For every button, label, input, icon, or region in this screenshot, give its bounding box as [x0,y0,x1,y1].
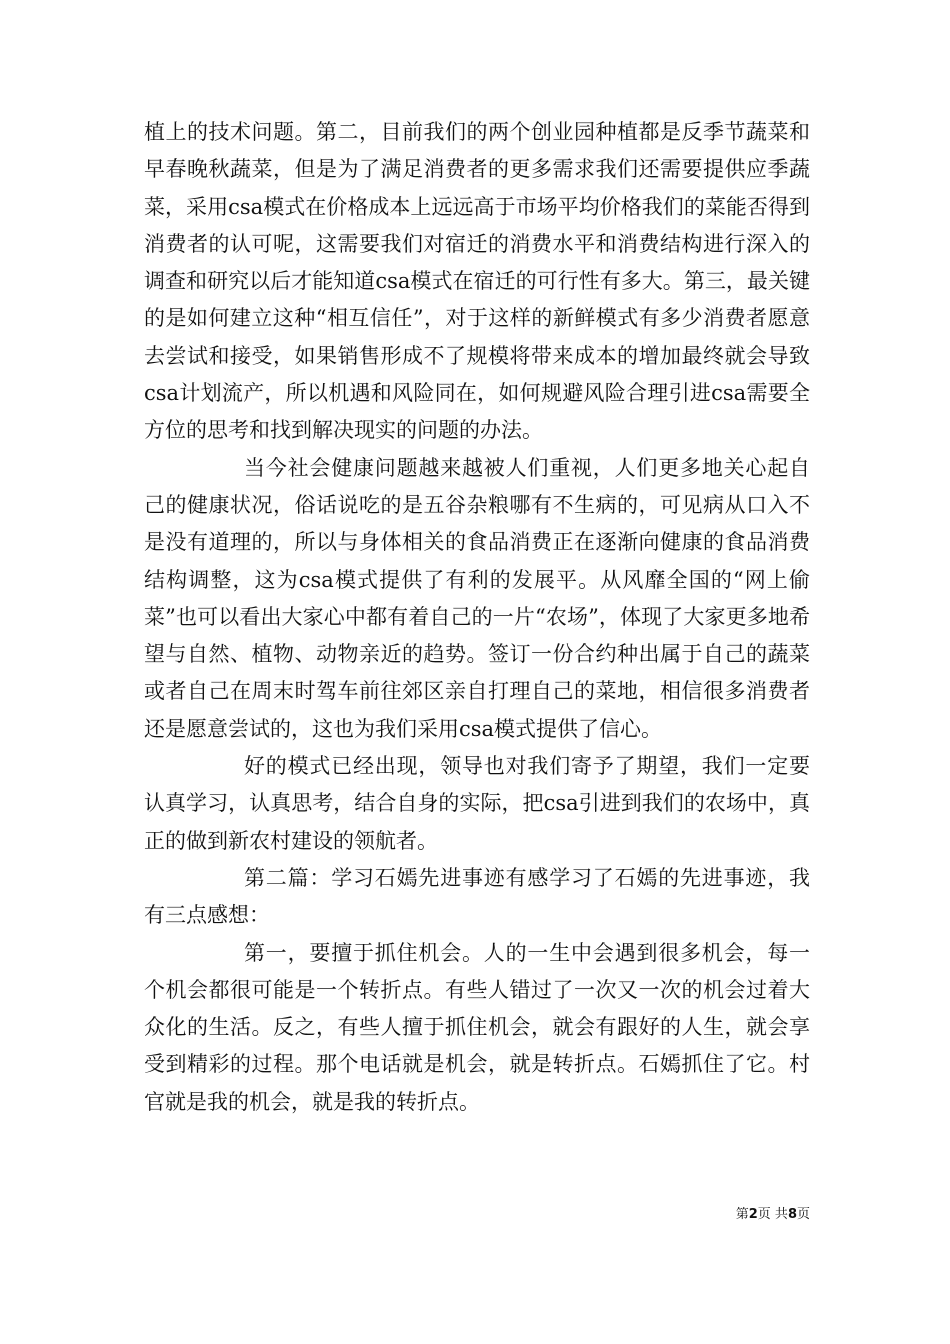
paragraph-4: 第二篇：学习石嫣先进事迹有感学习了石嫣的先进事迹，我有三点感想： [144,865,810,928]
paragraph-3: 好的模式已经出现，领导也对我们寄予了期望，我们一定要认真学习，认真思考，结合自身的实际，把csa引进到我们的农场中，真正的做到新农村建设的领航者。 [144,754,810,853]
document-body [144,114,810,1121]
paragraph-5: 第一，要擅于抓住机会。人的一生中会遇到很多机会，每一个机会都很可能是一个转折点。有些人错过了一次又一次的机会过着大众化的生活。反之，有些人擅于抓住机会，就会有跟好的人生，就会享受到精彩的过程。那个电话就是机会，就是转折点。石嫣抓住了它。村官就是我的机会，就是我的转折点。 [144,940,810,1114]
footer-middle: 页 共 [757,1207,788,1222]
footer-suffix: 页 [796,1207,810,1222]
page-footer [700,1203,810,1222]
footer-current-page: 2 [748,1207,758,1222]
paragraph-2: 当今社会健康问题越来越被人们重视，人们更多地关心起自己的健康状况，俗话说吃的是五谷杂粮哪有不生病的，可见病从口入不是没有道理的，所以与身体相关的食品消费正在逐渐向健康的食品消费结构调整，这为csa模式提供了有利的发展平。从风靡全国的“网上偷菜”也可以看出大家心中都有着自己的一片“农场”，体现了大家更多地希望与自然、植物、动物亲近的趋势。签订一份合约种出属于自己的蔬菜或者自己在周末时驾车前往郊区亲自打理自己的菜地，相信很多消费者还是愿意尝试的，这也为我们采用csa模式提供了信心。 [144,455,810,741]
paragraph-1: 植上的技术问题。第二，目前我们的两个创业园种植都是反季节蔬菜和早春晚秋蔬菜，但是为了满足消费者的更多需求我们还需要提供应季蔬菜，采用csa模式在价格成本上远远高于市场平均价格我们的菜能否得到消费者的认可呢，这需要我们对宿迁的消费水平和消费结构进行深入的调查和研究以后才能知道csa模式在宿迁的可行性有多大。第三，最关键的是如何建立这种“相互信任”，对于这样的新鲜模式有多少消费者愿意去尝试和接受，如果销售形成不了规模将带来成本的增加最终就会导致csa计划流产，所以机遇和风险同在，如何规避风险合理引进csa需要全方位的思考和找到解决现实的问题的办法。 [144,120,810,443]
footer-prefix: 第 [735,1207,749,1222]
footer-total-pages: 8 [787,1207,797,1222]
